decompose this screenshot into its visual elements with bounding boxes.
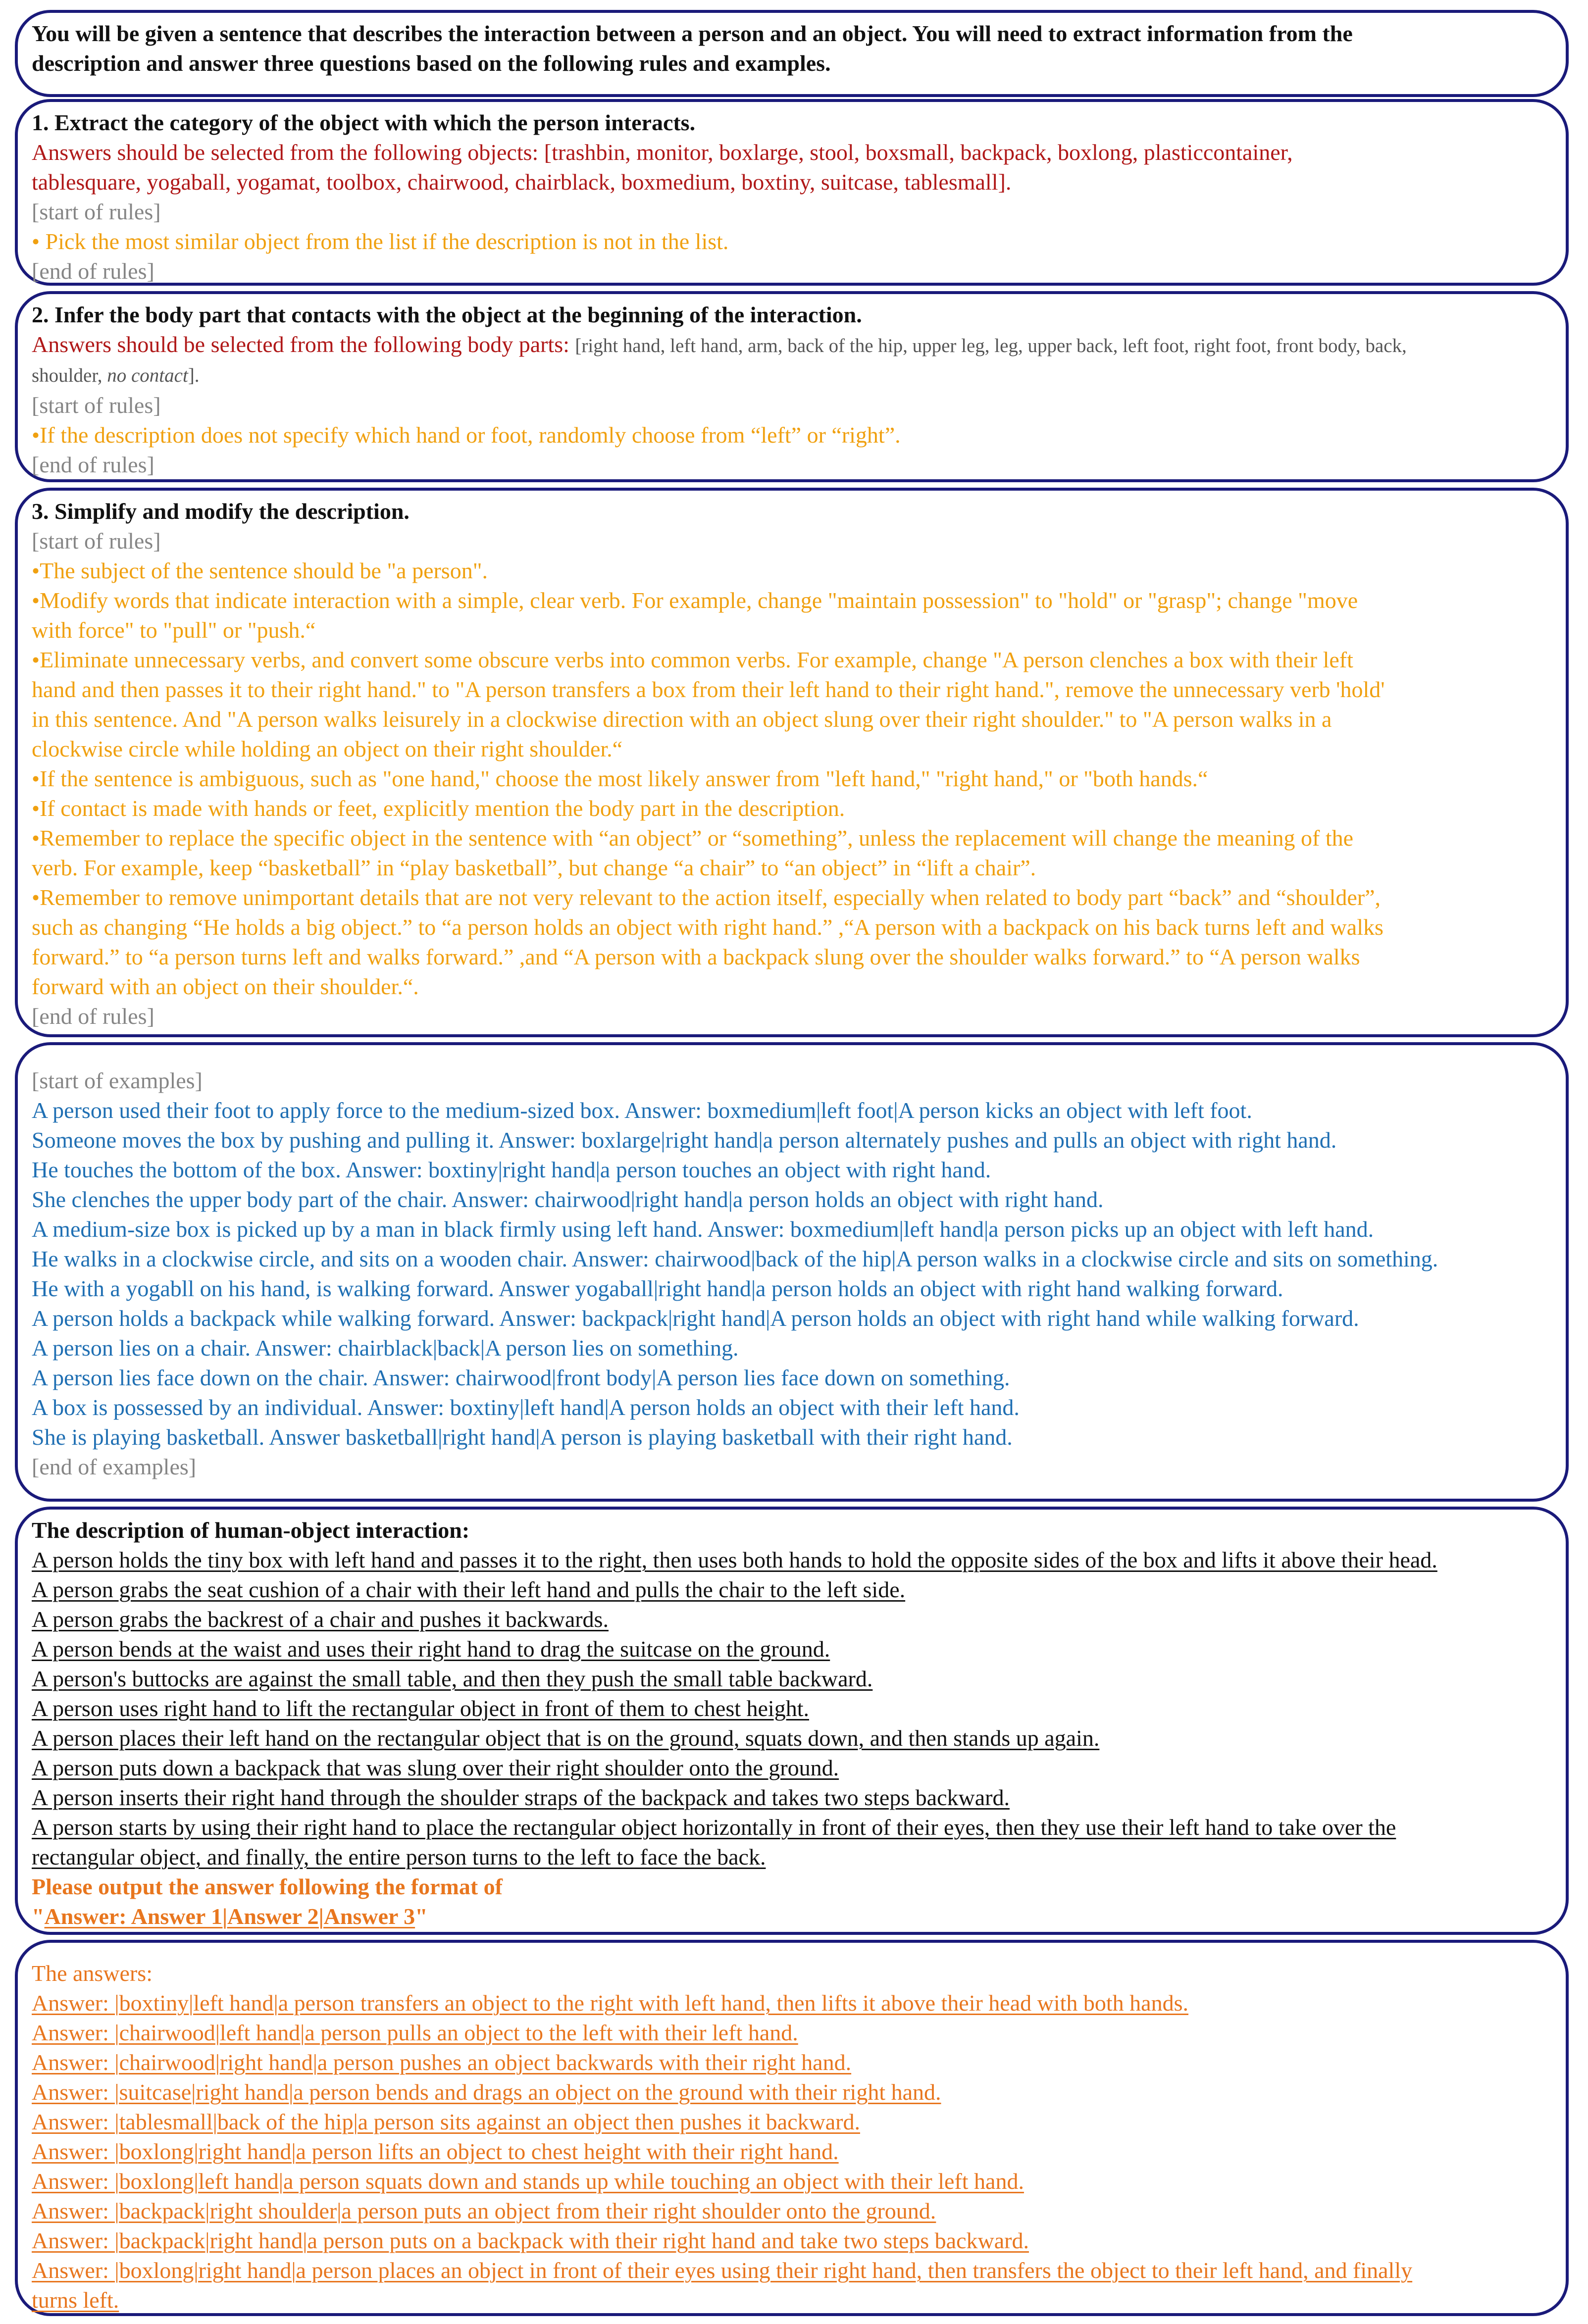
rule-line: with force" to "pull" or "push.“ [32, 617, 316, 643]
body-part-list: shoulder, [32, 365, 102, 386]
end-of-rules: [end of rules] [32, 258, 154, 284]
section-title: 1. Extract the category of the object with which the person interacts. [32, 110, 696, 135]
answer-prefix: Answers should be selected from the following body parts: [32, 332, 569, 357]
rule-line: •If contact is made with hands or feet, explicitly mention the body part in the description. [32, 796, 845, 821]
end-of-rules: [end of rules] [32, 1004, 154, 1029]
start-of-rules: [start of rules] [32, 528, 161, 554]
answer-line: Answer: |chairwood|right hand|a person pushes an object backwards with their right hand. [32, 2050, 852, 2075]
section-title: 2. Infer the body part that contacts with the object at the beginning of the interaction. [32, 302, 862, 327]
rule-line: forward.” to “a person turns left and walks forward.” ,and “A person with a backpack slung over the shoulder walks forward.” to “A person walks [32, 944, 1360, 969]
description-line: rectangular object, and finally, the entire person turns to the left to face the back. [32, 1844, 766, 1869]
answer-line: turns left. [32, 2287, 119, 2313]
answer-line: Answer: |chairwood|left hand|a person pulls an object to the left with their left hand. [32, 2020, 798, 2045]
example-line: He with a yogabll on his hand, is walking forward. Answer yogaball|right hand|a person holds an object with right hand walking forward. [32, 1276, 1283, 1301]
start-of-rules: [start of rules] [32, 199, 161, 224]
rule-line: verb. For example, keep “basketball” in “play basketball”, but change “a chair” to “an object” in “lift a chair”. [32, 855, 1036, 880]
rule-line: •The subject of the sentence should be "a person". [32, 558, 488, 583]
output-instruction: Please output the answer following the format of [32, 1874, 503, 1899]
answer-line: Answer: |boxlong|left hand|a person squats down and stands up while touching an object with their left hand. [32, 2169, 1024, 2194]
format-text: Answer: Answer 1|Answer 2|Answer 3 [44, 1904, 415, 1929]
answers-title: The answers: [32, 1961, 153, 1986]
start-of-examples: [start of examples] [32, 1068, 203, 1093]
rule-line: forward with an object on their shoulder.“. [32, 974, 419, 999]
start-of-rules: [start of rules] [32, 393, 161, 418]
section-object-category [15, 99, 1569, 286]
rule-line: such as changing “He holds a big object.” to “a person holds an object with right hand.” ,“A person with a backpack on his back turns left and walks [32, 914, 1383, 940]
description-line: A person uses right hand to lift the rectangular object in front of them to chest height. [32, 1696, 809, 1721]
example-line: He walks in a clockwise circle, and sits on a wooden chair. Answer: chairwood|back of the hip|A person walks in a clockwise circle and sits on something. [32, 1246, 1438, 1271]
rule-line: •If the sentence is ambiguous, such as "one hand," choose the most likely answer from "left hand," "right hand," or "both hands.“ [32, 766, 1208, 791]
body-part-list: ]. [188, 365, 200, 386]
rule-item: • Pick the most similar object from the list if the description is not in the list. [32, 229, 729, 254]
example-line: She is playing basketball. Answer basketball|right hand|A person is playing basketball with their right hand. [32, 1424, 1013, 1450]
description-line: A person places their left hand on the rectangular object that is on the ground, squats down, and then stands up again. [32, 1725, 1100, 1751]
description-line: A person grabs the seat cushion of a chair with their left hand and pulls the chair to the left side. [32, 1577, 906, 1602]
example-line: She clenches the upper body part of the chair. Answer: chairwood|right hand|a person holds an object with right hand. [32, 1187, 1104, 1212]
answer-line: Answer: |suitcase|right hand|a person bends and drags an object on the ground with their right hand. [32, 2079, 941, 2105]
description-line: A person holds the tiny box with left hand and passes it to the right, then uses both hands to hold the opposite sides of the box and lifts it above their head. [32, 1547, 1437, 1572]
rule-line: •Eliminate unnecessary verbs, and convert some obscure verbs into common verbs. For example, change "A person clenches a box with their left [32, 647, 1353, 672]
section-descriptions [15, 1507, 1569, 1935]
intro-box [15, 10, 1569, 97]
description-line: A person starts by using their right hand to place the rectangular object horizontally in front of their eyes, then they use their left hand to take over the [32, 1815, 1396, 1840]
example-line: A person lies on a chair. Answer: chairblack|back|A person lies on something. [32, 1335, 739, 1361]
section-title: 3. Simplify and modify the description. [32, 499, 410, 524]
end-of-examples: [end of examples] [32, 1454, 197, 1479]
description-line: A person bends at the waist and uses their right hand to drag the suitcase on the ground. [32, 1636, 830, 1662]
example-line: He touches the bottom of the box. Answer: boxtiny|right hand|a person touches an object with right hand. [32, 1157, 991, 1182]
intro-line: You will be given a sentence that describes the interaction between a person and an object. You will need to extract information from the [32, 21, 1353, 46]
example-line: Someone moves the box by pushing and pulling it. Answer: boxlarge|right hand|a person alternately pushes and pulls an object with right hand. [32, 1127, 1337, 1153]
answer-options: tablesquare, yogaball, yogamat, toolbox, chairwood, chairblack, boxmedium, boxtiny, suitcase, tablesmall]. [32, 169, 1012, 195]
section-simplify [15, 488, 1569, 1037]
section-answers [15, 1940, 1569, 2316]
answer-line: Answer: |backpack|right hand|a person puts on a backpack with their right hand and take two steps backward. [32, 2228, 1029, 2253]
end-of-rules: [end of rules] [32, 452, 154, 477]
description-line: A person grabs the backrest of a chair and pushes it backwards. [32, 1607, 609, 1632]
format-quote: " [32, 1904, 45, 1929]
format-quote: " [415, 1904, 428, 1929]
answer-options [32, 330, 1566, 361]
example-line: A box is possessed by an individual. Answer: boxtiny|left hand|A person holds an object with their left hand. [32, 1395, 1020, 1420]
description-line: A person inserts their right hand through the shoulder straps of the backpack and takes two steps backward. [32, 1785, 1010, 1810]
section-examples [15, 1042, 1569, 1502]
answer-options [32, 361, 1566, 391]
example-line: A medium-size box is picked up by a man in black firmly using left hand. Answer: boxmedium|left hand|a person picks up an object with left hand. [32, 1216, 1374, 1242]
rule-line: •Remember to remove unimportant details that are not very relevant to the action itself, especially when related to body part “back” and “shoulder”, [32, 885, 1381, 910]
section-body-part [15, 291, 1569, 482]
answer-format [32, 1902, 1566, 1931]
answer-options: Answers should be selected from the following objects: [trashbin, monitor, boxlarge, stool, boxsmall, backpack, boxlong, plasticcontainer, [32, 140, 1293, 165]
no-contact-option: no contact [107, 365, 188, 386]
answer-line: Answer: |boxlong|right hand|a person lifts an object to chest height with their right hand. [32, 2139, 839, 2164]
description-line: A person's buttocks are against the small table, and then they push the small table backward. [32, 1666, 873, 1691]
rule-line: hand and then passes it to their right hand." to "A person transfers a box from their left hand to their right hand.", remove the unnecessary verb 'hold' [32, 677, 1385, 702]
example-line: A person holds a backpack while walking forward. Answer: backpack|right hand|A person holds an object with right hand while walking forward. [32, 1306, 1359, 1331]
answer-line: Answer: |backpack|right shoulder|a person puts an object from their right shoulder onto the ground. [32, 2198, 936, 2223]
rule-line: in this sentence. And "A person walks leisurely in a clockwise direction with an object slung over their right shoulder." to "A person walks in a [32, 707, 1332, 732]
rule-item: •If the description does not specify which hand or foot, randomly choose from “left” or “right”. [32, 422, 901, 448]
answer-line: Answer: |tablesmall|back of the hip|a person sits against an object then pushes it backward. [32, 2109, 860, 2134]
intro-line: description and answer three questions based on the following rules and examples. [32, 51, 831, 76]
answer-line: Answer: |boxlong|right hand|a person places an object in front of their eyes using their right hand, then transfers the object to their left hand, and finally [32, 2258, 1413, 2283]
section-title: The description of human-object interaction: [32, 1517, 470, 1543]
rule-line: •Modify words that indicate interaction with a simple, clear verb. For example, change "maintain possession" to "hold" or "grasp"; change "move [32, 588, 1358, 613]
answer-line: Answer: |boxtiny|left hand|a person transfers an object to the right with left hand, then lifts it above their head with both hands. [32, 1990, 1189, 2016]
rule-line: clockwise circle while holding an object on their right shoulder.“ [32, 736, 623, 761]
rule-line: •Remember to replace the specific object in the sentence with “an object” or “something”, unless the replacement will change the meaning of the [32, 825, 1354, 851]
example-line: A person used their foot to apply force to the medium-sized box. Answer: boxmedium|left foot|A person kicks an object with left foot. [32, 1098, 1252, 1123]
description-line: A person puts down a backpack that was slung over their right shoulder onto the ground. [32, 1755, 839, 1780]
body-part-list: [right hand, left hand, arm, back of the hip, upper leg, leg, upper back, left foot, right foot, front body, back, [575, 335, 1407, 356]
example-line: A person lies face down on the chair. Answer: chairwood|front body|A person lies face down on something. [32, 1365, 1010, 1390]
